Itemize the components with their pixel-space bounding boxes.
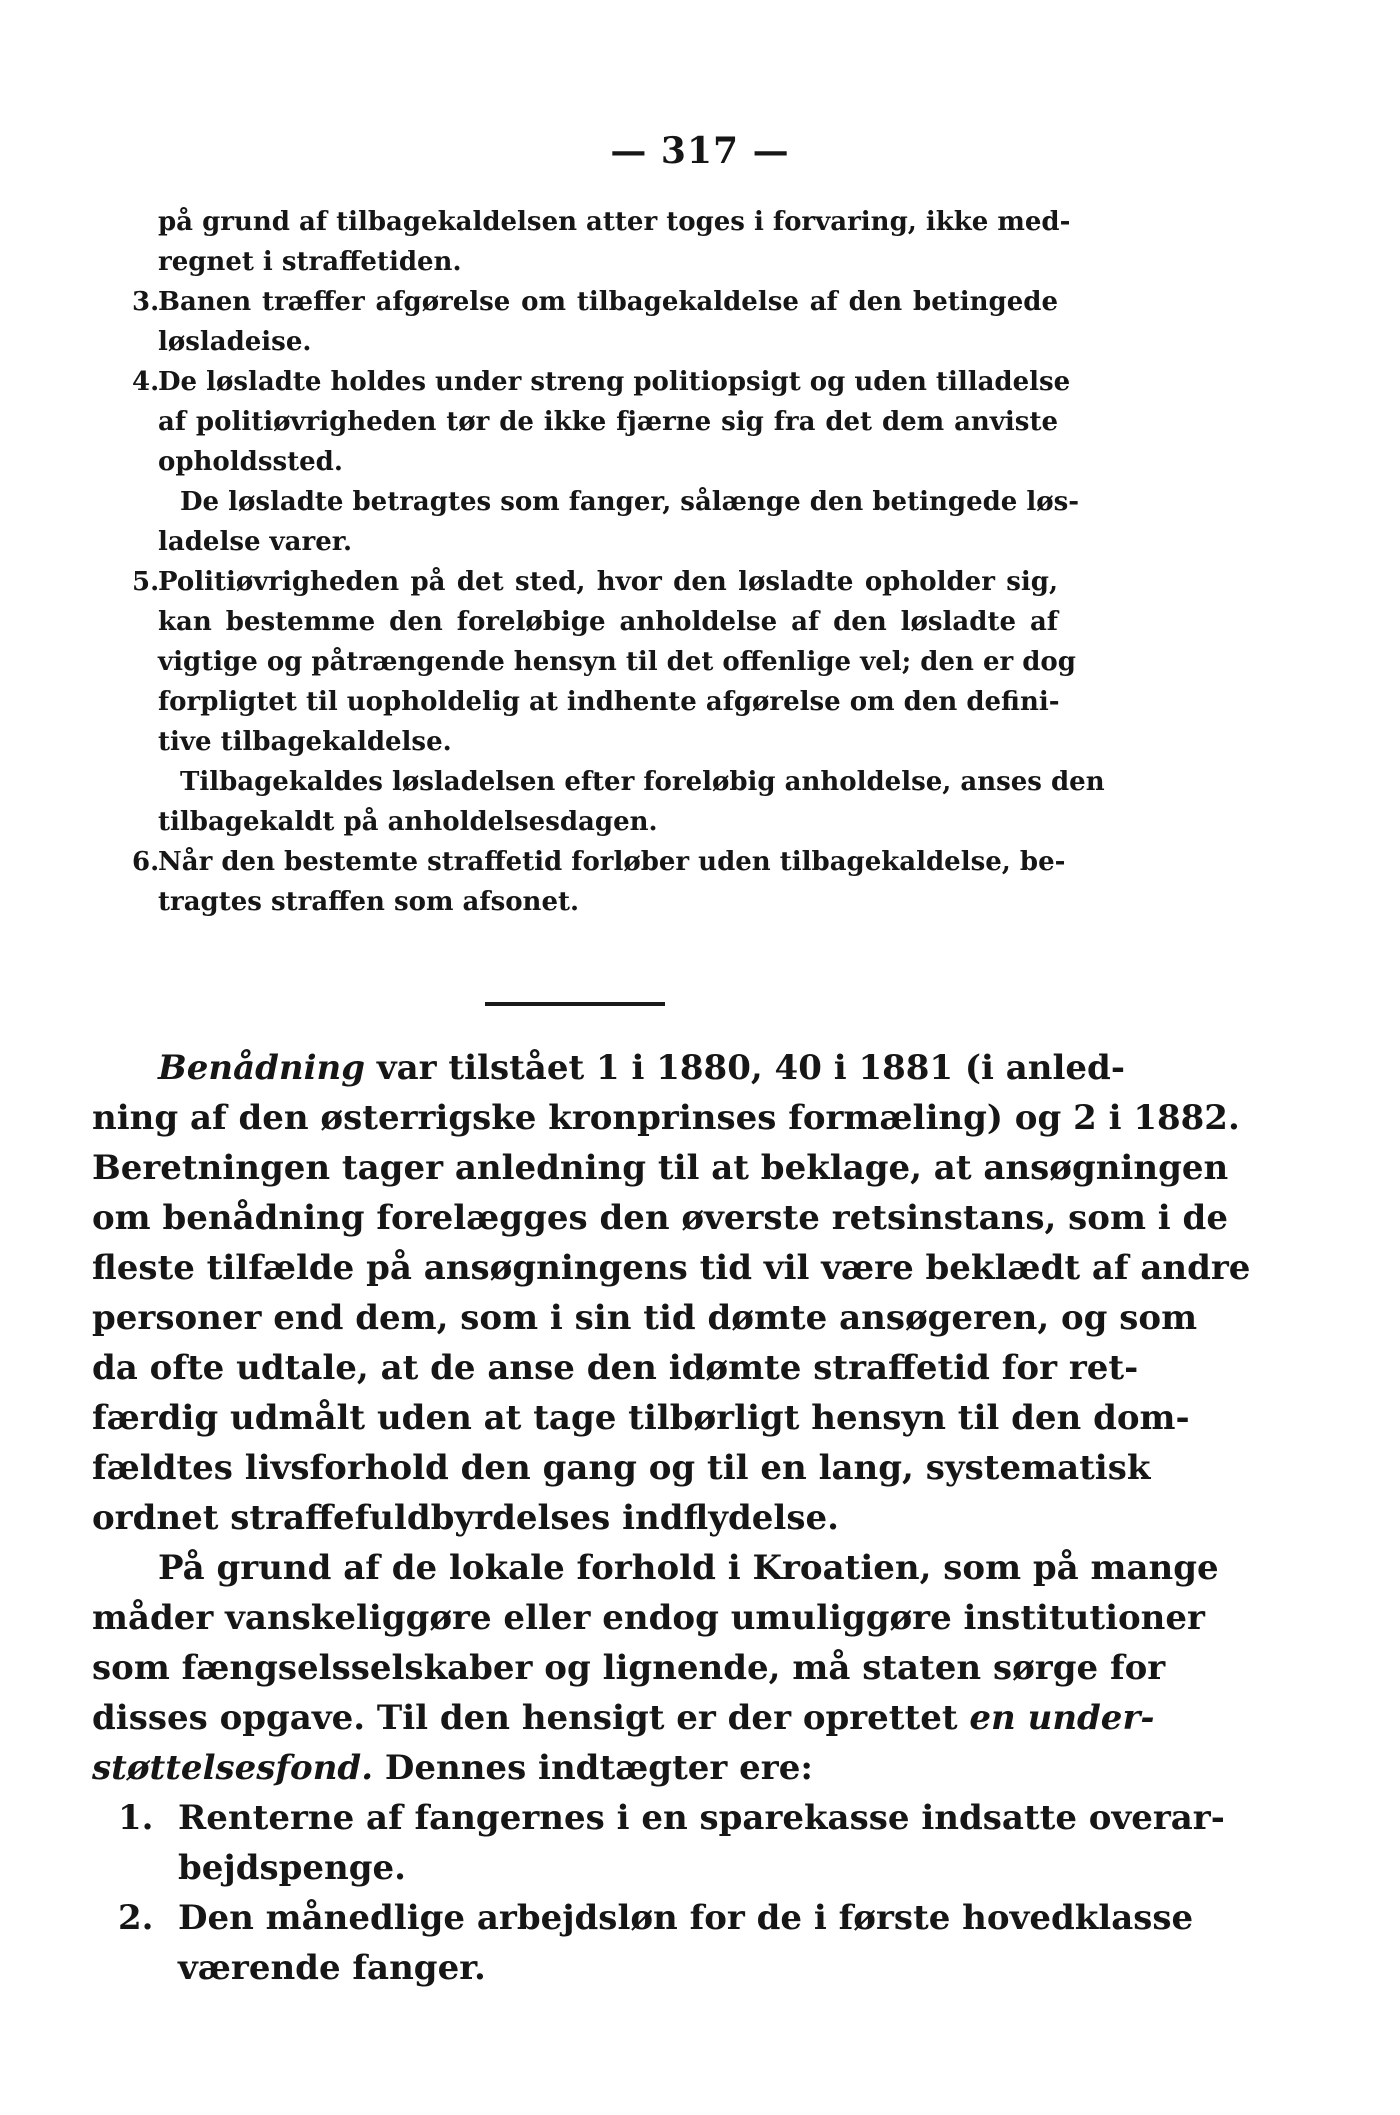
text-line: forpligtet til uopholdelig at indhente afgørelse om den defini- bbox=[158, 687, 1060, 717]
list-item-line: værende fanger. bbox=[178, 1948, 486, 1988]
list-number: 1. bbox=[118, 1798, 154, 1838]
text-line: om benådning forelægges den øverste retsinstans, som i de bbox=[92, 1198, 1228, 1238]
paragraph-first-line bbox=[158, 1048, 1125, 1088]
text-line: På grund af de lokale forhold i Kroatien, som på mange bbox=[158, 1548, 1219, 1588]
page-number: — 317 — bbox=[610, 130, 790, 172]
text-line: personer end dem, som i sin tid dømte ansøgeren, og som bbox=[92, 1298, 1198, 1338]
text-line bbox=[92, 1698, 1155, 1738]
text-line: Tilbagekaldes løsladelsen efter foreløbig anholdelse, anses den bbox=[180, 767, 1105, 797]
text-line: De løsladte betragtes som fanger, sålænge den betingede løs- bbox=[180, 487, 1080, 517]
text-line: fældtes livsforhold den gang og til en lang, systematisk bbox=[92, 1448, 1151, 1488]
text-line: af politiøvrigheden tør de ikke fjærne sig fra det dem anviste bbox=[158, 407, 1058, 437]
text-segment: var tilstået 1 i 1880, 40 i 1881 (i anled- bbox=[376, 1048, 1125, 1088]
italic-segment: støttelsesfond. bbox=[92, 1748, 374, 1788]
text-line: tragtes straffen som afsonet. bbox=[158, 887, 580, 917]
text-line: Banen træffer afgørelse om tilbagekaldelse af den betingede bbox=[158, 287, 1058, 317]
item-number: 4. bbox=[132, 367, 160, 397]
text-line: ladelse varer. bbox=[158, 527, 353, 557]
text-line: måder vanskeliggøre eller endog umuliggøre institutioner bbox=[92, 1598, 1205, 1638]
item-number: 5. bbox=[132, 567, 160, 597]
italic-segment: en under- bbox=[969, 1698, 1155, 1738]
item-number: 3. bbox=[132, 287, 160, 317]
text-line: De løsladte holdes under streng politiopsigt og uden tilladelse bbox=[158, 367, 1071, 397]
text-line bbox=[92, 1748, 813, 1788]
text-line: fleste tilfælde på ansøgningens tid vil være beklædt af andre bbox=[92, 1248, 1251, 1288]
item-number: 6. bbox=[132, 847, 160, 877]
text-line: vigtige og påtrængende hensyn til det offenlige vel; den er dog bbox=[158, 647, 1076, 677]
text-line: som fængselsselskaber og lignende, må staten sørge for bbox=[92, 1648, 1166, 1688]
text-line: ning af den østerrigske kronprinses formæling) og 2 i 1882. bbox=[92, 1098, 1240, 1138]
text-line: løsladeise. bbox=[158, 327, 312, 357]
section-divider bbox=[485, 1002, 665, 1006]
term-benadning: Benådning bbox=[158, 1048, 366, 1088]
text-line: Når den bestemte straffetid forløber uden tilbagekaldelse, be- bbox=[158, 847, 1066, 877]
list-item-line: Renterne af fangernes i en sparekasse indsatte overar- bbox=[178, 1798, 1225, 1838]
list-item-line: Den månedlige arbejdsløn for de i første hovedklasse bbox=[178, 1898, 1194, 1938]
text-line: på grund af tilbagekaldelsen atter toges i forvaring, ikke med- bbox=[158, 207, 1071, 237]
text-line: Beretningen tager anledning til at beklage, at ansøgningen bbox=[92, 1148, 1229, 1188]
text-segment: Dennes indtægter ere: bbox=[384, 1748, 813, 1788]
list-item-line: bejdspenge. bbox=[178, 1848, 406, 1888]
text-line: Politiøvrigheden på det sted, hvor den løsladte opholder sig, bbox=[158, 567, 1058, 597]
text-line: tilbagekaldt på anholdelsesdagen. bbox=[158, 807, 658, 837]
text-line: færdig udmålt uden at tage tilbørligt hensyn til den dom- bbox=[92, 1398, 1190, 1438]
text-line: kan bestemme den foreløbige anholdelse af den løsladte af bbox=[158, 607, 1058, 637]
text-line: regnet i straffetiden. bbox=[158, 247, 462, 277]
text-segment: disses opgave. Til den hensigt er der oprettet bbox=[92, 1698, 958, 1738]
text-line: opholdssted. bbox=[158, 447, 343, 477]
text-line: tive tilbagekaldelse. bbox=[158, 727, 452, 757]
list-number: 2. bbox=[118, 1898, 154, 1938]
text-line: ordnet straffefuldbyrdelses indflydelse. bbox=[92, 1498, 839, 1538]
text-line: da ofte udtale, at de anse den idømte straffetid for ret- bbox=[92, 1348, 1139, 1388]
